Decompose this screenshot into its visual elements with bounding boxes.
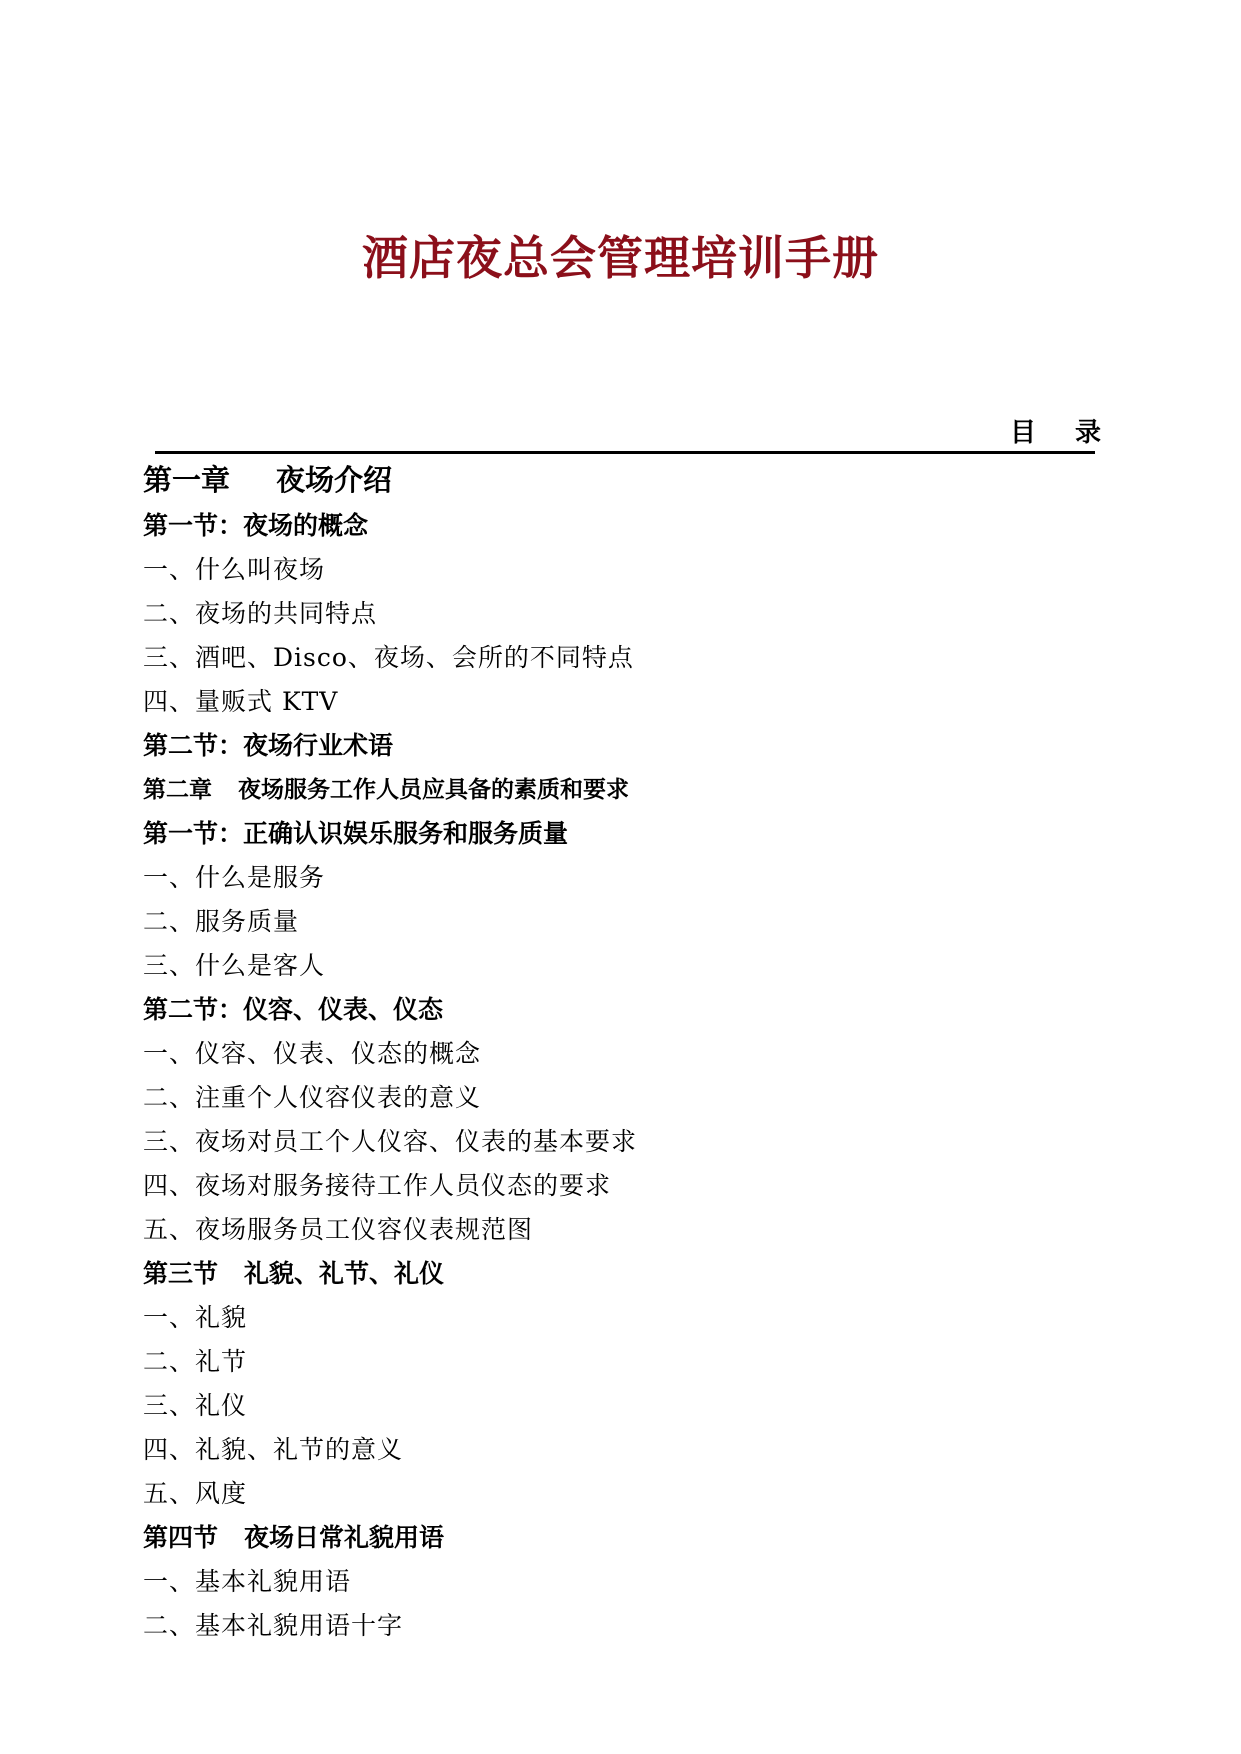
toc-section: [143, 504, 1103, 548]
toc-entry-text: 礼貌、礼节、礼仪: [244, 1259, 445, 1288]
toc-section: [143, 1252, 1103, 1296]
toc-section: [143, 724, 1103, 768]
toc-entry-text: 三、什么是客人: [143, 951, 326, 980]
toc-entry-text: 二、服务质量: [143, 907, 300, 936]
toc-entry-text: 第二节：仪容、仪表、仪态: [143, 995, 444, 1024]
toc-entry-text: 二、夜场的共同特点: [143, 599, 378, 628]
toc-entry-text: 一、仪容、仪表、仪态的概念: [143, 1039, 482, 1068]
toc-item: [143, 1076, 1103, 1120]
toc-entry-number: 第四节: [143, 1523, 219, 1552]
toc-item: [143, 1472, 1103, 1516]
toc-item: [143, 1164, 1103, 1208]
toc-entry-text: 一、什么是服务: [143, 863, 326, 892]
toc-item: [143, 1604, 1103, 1648]
toc-entry-text: 第一节：正确认识娱乐服务和服务质量: [143, 819, 569, 848]
document-title: 酒店夜总会管理培训手册: [362, 231, 879, 285]
toc-entry-text: 第一节：夜场的概念: [143, 511, 369, 540]
toc-item: [143, 592, 1103, 636]
toc-entry-text: 四、量贩式 KTV: [143, 687, 339, 716]
toc-item: [143, 636, 1103, 680]
toc-item: [143, 1428, 1103, 1472]
toc-heading: 目 录: [1009, 418, 1101, 448]
toc-item: [143, 1032, 1103, 1076]
table-of-contents: [143, 456, 1103, 1648]
toc-item: [143, 548, 1103, 592]
toc-entry-text: 一、什么叫夜场: [143, 555, 326, 584]
toc-entry-text: 夜场日常礼貌用语: [244, 1523, 445, 1552]
toc-section: [143, 988, 1103, 1032]
toc-item: [143, 1560, 1103, 1604]
toc-entry-number: 第三节: [143, 1259, 219, 1288]
toc-entry-text: 五、风度: [143, 1479, 248, 1508]
toc-item: [143, 680, 1103, 724]
toc-chapter-small: [143, 768, 1103, 812]
toc-entry-number: 第二章: [143, 777, 212, 803]
toc-entry-text: 四、夜场对服务接待工作人员仪态的要求: [143, 1171, 612, 1200]
toc-item: [143, 1120, 1103, 1164]
toc-item: [143, 944, 1103, 988]
toc-item: [143, 900, 1103, 944]
toc-entry-text: 二、基本礼貌用语十字: [143, 1611, 404, 1640]
toc-item: [143, 856, 1103, 900]
toc-entry-text: 第二节：夜场行业术语: [143, 731, 394, 760]
toc-item: [143, 1384, 1103, 1428]
toc-section: [143, 812, 1103, 856]
toc-entry-text: 一、礼貌: [143, 1303, 248, 1332]
toc-entry-text: 三、礼仪: [143, 1391, 248, 1420]
toc-entry-number: 第一章: [143, 463, 231, 497]
toc-entry-text: 二、注重个人仪容仪表的意义: [143, 1083, 482, 1112]
toc-section: [143, 1516, 1103, 1560]
toc-entry-text: 三、酒吧、Disco、夜场、会所的不同特点: [143, 643, 634, 672]
toc-entry-text: 五、夜场服务员工仪容仪表规范图: [143, 1215, 534, 1244]
toc-entry-text: 四、礼貌、礼节的意义: [143, 1435, 404, 1464]
toc-item: [143, 1340, 1103, 1384]
toc-entry-text: 夜场服务工作人员应具备的素质和要求: [238, 777, 629, 803]
toc-divider: [155, 451, 1095, 454]
toc-chapter: [143, 456, 1103, 504]
toc-entry-text: 三、夜场对员工个人仪容、仪表的基本要求: [143, 1127, 638, 1156]
toc-entry-text: 一、基本礼貌用语: [143, 1567, 352, 1596]
toc-entry-text: 夜场介绍: [276, 463, 393, 497]
toc-item: [143, 1296, 1103, 1340]
toc-item: [143, 1208, 1103, 1252]
toc-entry-text: 二、礼节: [143, 1347, 248, 1376]
